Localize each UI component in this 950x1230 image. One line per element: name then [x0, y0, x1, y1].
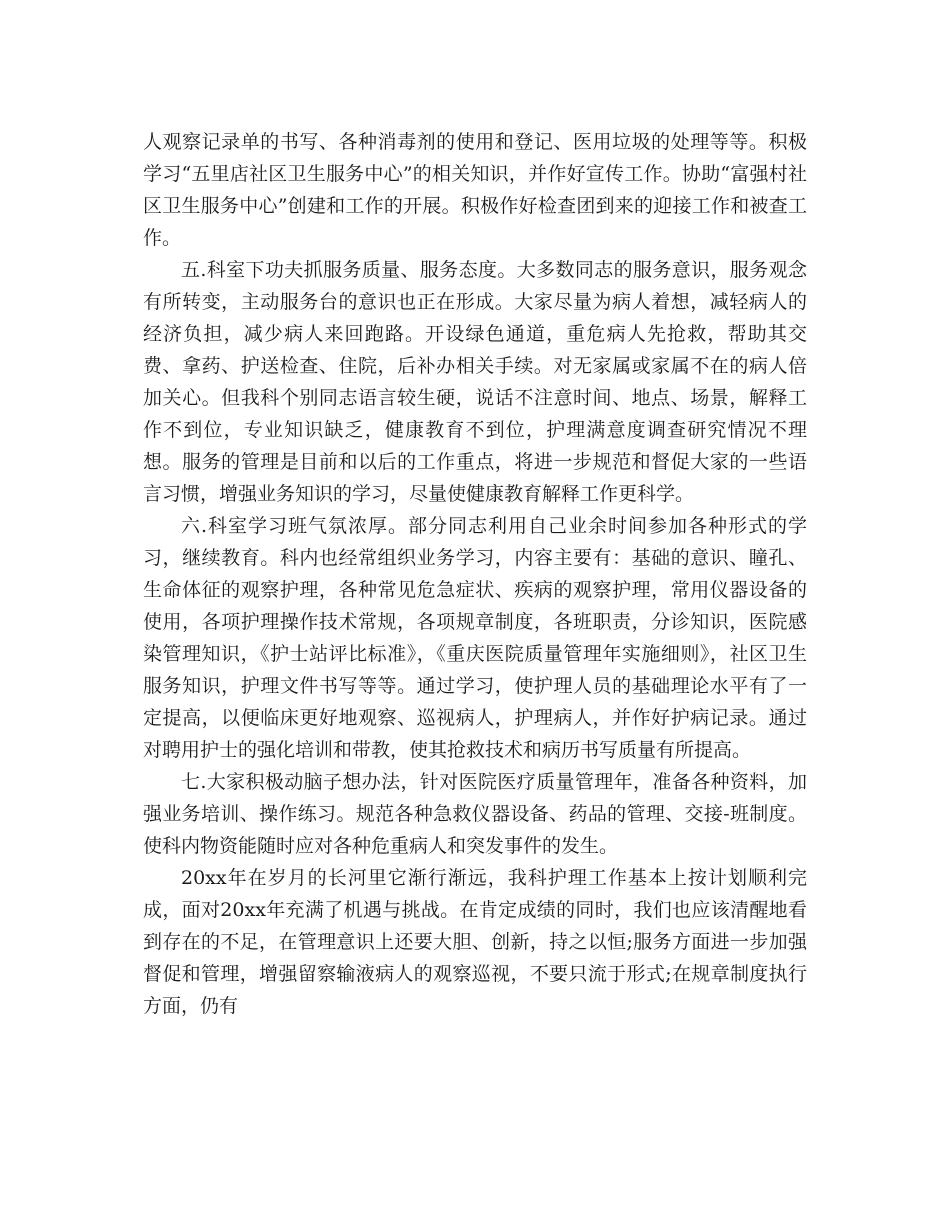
paragraph-item-5: 五.科室下功夫抓服务质量、服务态度。大多数同志的服务意识，服务观念有所转变，主动服务台的意识也正在形成。大家尽量为病人着想，减轻病人的经济负担，减少病人来回跑路。开设绿色通道，重危病人先抢救，帮助其交费、拿药、护送检查、住院，后补办相关手续。对无家属或家属不在的病人倍加关心。但我科个别同志语言较生硬，说话不注意时间、地点、场景，解释工作不到位，专业知识缺乏，健康教育不到位，护理满意度调查研究情况不理想。服务的管理是目前和以后的工作重点，将进一步规范和督促大家的一些语言习惯，增强业务知识的学习，尽量使健康教育解释工作更科学。 [143, 259, 807, 505]
paragraph-summary: 20xx年在岁月的长河里它渐行渐远，我科护理工作基本上按计划顺利完成，面对20xx年充满了机遇与挑战。在肯定成绩的同时，我们也应该清醒地看到存在的不足，在管理意识上还要大胆、创新，持之以恒;服务方面进一步加强督促和管理，增强留察输液病人的观察巡视，不要只流于形式;在规章制度执行方面，仍有 [143, 867, 807, 1017]
paragraph-item-7: 七.大家积极动脑子想办法，针对医院医疗质量管理年，准备各种资料，加强业务培训、操作练习。规范各种急救仪器设备、药品的管理、交接-班制度。使科内物资能随时应对各种危重病人和突发事件的发生。 [143, 771, 807, 857]
paragraph-item-6: 六.科室学习班气氛浓厚。部分同志利用自己业余时间参加各种形式的学习，继续教育。科内也经常组织业务学习，内容主要有：基础的意识、瞳孔、生命体征的观察护理，各种常见危急症状、疾病的观察护理，常用仪器设备的使用，各项护理操作技术常规，各项规章制度，各班职责，分诊知识，医院感染管理知识，《护士站评比标准》，《重庆医院质量管理年实施细则》，社区卫生服务知识，护理文件书写等等。通过学习，使护理人员的基础理论水平有了一定提高，以便临床更好地观察、巡视病人，护理病人，并作好护病记录。通过对聘用护士的强化培训和带教，使其抢救技术和病历书写质量有所提高。 [143, 515, 807, 761]
paragraph-continuation: 人观察记录单的书写、各种消毒剂的使用和登记、医用垃圾的处理等等。积极学习“五里店社区卫生服务中心”的相关知识，并作好宣传工作。协助“富强村社区卫生服务中心”创建和工作的开展。积极作好检查团到来的迎接工作和被查工作。 [143, 131, 807, 249]
document-page [143, 126, 807, 1022]
